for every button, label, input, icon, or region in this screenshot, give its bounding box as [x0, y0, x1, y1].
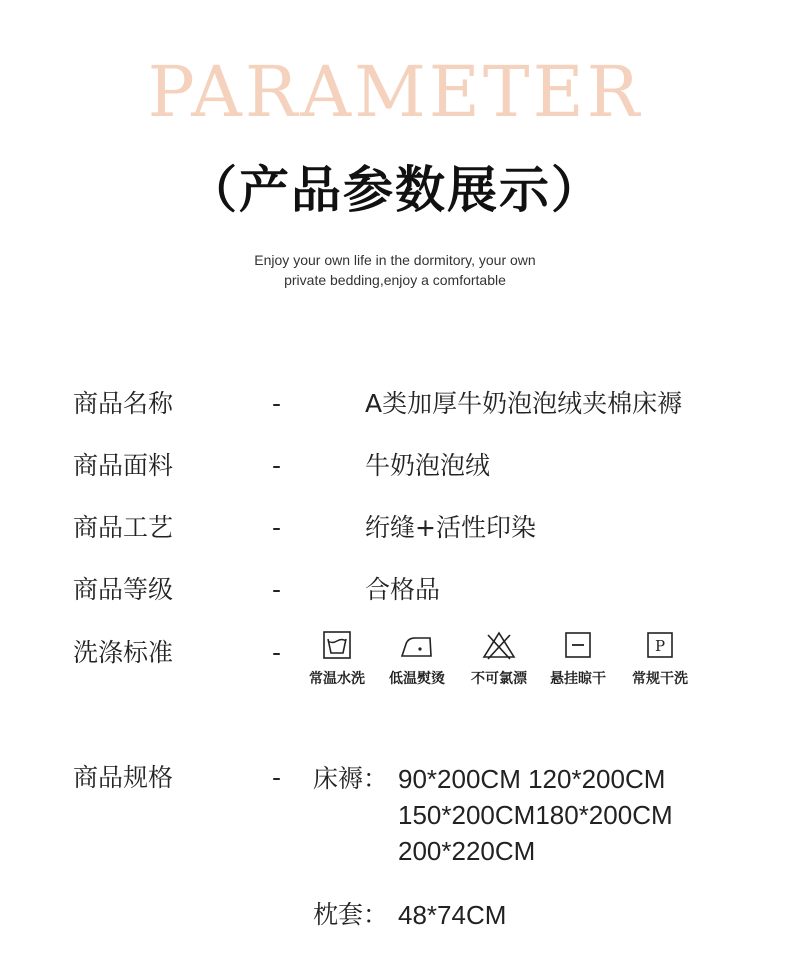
wash-caption: 常温水洗 [309, 671, 365, 687]
param-label-name: 商品名称 [73, 389, 174, 418]
mattress-size-line-2: 150*200CM180*200CM [398, 800, 673, 830]
no-bleach-icon [482, 630, 516, 660]
param-label-washing: 洗涤标准 [73, 638, 174, 667]
dry-clean-symbol: P [654, 637, 666, 655]
param-dash: - [272, 763, 282, 792]
mattress-size-line-1: 90*200CM 120*200CM [398, 764, 666, 794]
wash-caption: 低温熨烫 [389, 671, 445, 687]
param-label-craft: 商品工艺 [73, 513, 174, 542]
param-value-fabric: 牛奶泡泡绒 [365, 451, 491, 480]
page-title: （产品参数展示） [187, 161, 603, 219]
wash-item [538, 630, 618, 688]
pillow-label: 枕套： [313, 900, 389, 929]
param-dash: - [272, 389, 282, 418]
subtitle-line-2: private bedding,enjoy a comfortable [284, 272, 506, 288]
subtitle-line-1: Enjoy your own life in the dormitory, your own [254, 252, 536, 268]
mattress-size-line-3: 200*220CM [398, 836, 536, 866]
param-value-craft: 绗缝+活性印染 [365, 513, 536, 542]
param-value-grade: 合格品 [365, 575, 441, 604]
param-label-specs: 商品规格 [73, 763, 174, 792]
param-dash: - [272, 513, 282, 542]
pillow-size: 48*74CM [398, 900, 507, 930]
wash-item [377, 630, 457, 688]
iron-icon [399, 630, 435, 660]
param-dash: - [272, 451, 282, 480]
hero-title-en: PARAMETER [147, 51, 643, 133]
param-value-name: A类加厚牛奶泡泡绒夹棉床褥 [365, 389, 683, 418]
mattress-label: 床褥： [313, 764, 389, 793]
dry-clean-icon [645, 630, 675, 660]
wash-item [620, 630, 700, 688]
param-label-grade: 商品等级 [73, 575, 174, 604]
wash-tub-icon [322, 630, 352, 660]
param-label-fabric: 商品面料 [73, 451, 174, 480]
param-dash: - [272, 575, 282, 604]
wash-item [459, 630, 539, 688]
wash-item [297, 630, 377, 688]
param-dash: - [272, 638, 282, 667]
wash-caption: 常规干洗 [632, 671, 688, 687]
wash-caption: 悬挂晾干 [550, 671, 606, 687]
wash-caption: 不可氯漂 [471, 671, 527, 687]
hang-dry-icon [563, 630, 593, 660]
